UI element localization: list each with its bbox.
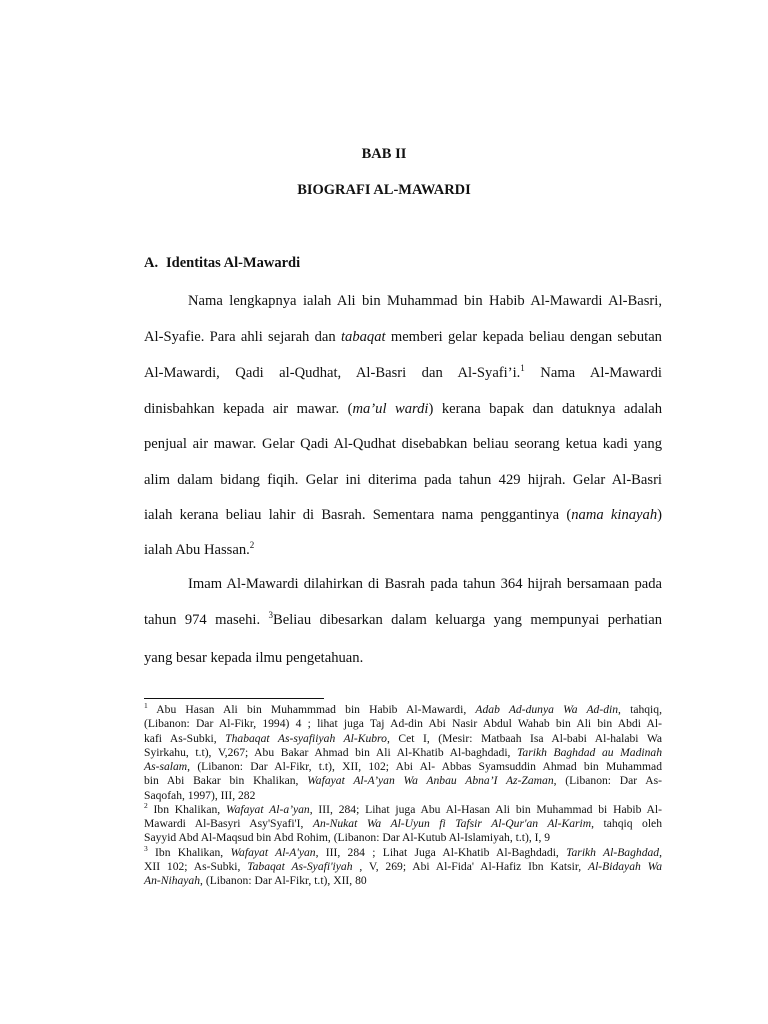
body-line: dinisbahkan kepada air mawar. (ma’ul wardi) kerana bapak dan datuknya adalah	[144, 401, 663, 417]
footnote-ref: 1	[520, 363, 525, 373]
body-line: Nama lengkapnya ialah Ali bin Muhammad bin Habib Al-Mawardi Al-Basri,	[188, 293, 662, 309]
footnote-line: bin Abi Bakar bin Khalikan, Wafayat Al-A’yan Wa Anbau Abna’I Az-Zaman, (Libanon: Dar As-	[144, 774, 662, 787]
body-line: tahun 974 masehi. $^3$Beliau dibesarkan dalam keluarga yang mempunyai perhatian	[144, 610, 662, 628]
section-heading	[144, 255, 300, 272]
footnote-line: As-salam, (Libanon: Dar Al-Fikr, t.t), XII, 102; Abi Al- Abbas Syamsuddin Ahmad bin Muhammad	[144, 760, 662, 773]
body-line: alim dalam bidang fiqih. Gelar ini diterima pada tahun 429 hijrah. Gelar Al-Basri	[144, 472, 662, 488]
section-title: Identitas Al-Mawardi	[166, 255, 301, 271]
body-line: yang besar kepada ilmu pengetahuan.	[144, 650, 364, 666]
footnote-line: An-Nihayah, (Libanon: Dar Al-Fikr, t.t), XII, 80	[144, 874, 367, 887]
chapter-title: BIOGRAFI AL-MAWARDI	[297, 182, 471, 198]
footnote-number: 3	[144, 844, 148, 853]
footnote-line: (Libanon: Dar Al-Fikr, 1994) 4 ; lihat juga Taj Ad-din Abi Nasir Abdul Wahab bin Ali bin Abdi Al-	[144, 717, 662, 730]
body-line: Al-Mawardi, Qadi al-Qudhat, Al-Basri dan Al-Syafi’i.$^1$ Nama Al-Mawardi	[144, 363, 662, 381]
body-line: Al-Syafie. Para ahli sejarah dan tabaqat memberi gelar kepada beliau dengan sebutan	[144, 329, 662, 345]
footnote-separator	[144, 698, 324, 699]
footnote-line: kafi As-Subki, Thabaqat As-syafiiyah Al-Kubro, Cet I, (Mesir: Matbaah Isa Al-babi Al-halabi Wa	[144, 732, 663, 745]
chapter-label: BAB II	[361, 146, 407, 162]
footnote-line: Saqofah, 1997), III, 282	[144, 789, 256, 802]
footnote-ref: 3	[268, 610, 274, 620]
footnote-line: Sayyid Abd Al-Maqsud bin Abd Rohim, (Libanon: Dar Al-Kutub Al-Islamiyah, t.t), I, 9	[144, 831, 551, 844]
footnote-line: $^1$ Abu Hasan Ali bin Muhammmad bin Habib Al-Mawardi, Adab Ad-dunya Wa Ad-din, tahqiq,	[144, 701, 662, 716]
footnote-number: 1	[144, 701, 148, 710]
footnote-number: 2	[144, 801, 148, 810]
footnote-line: $^3$ Ibn Khalikan, Wafayat Al-A'yan, III, 284 ; Lihat Juga Al-Khatib Al-Baghdadi, Tarikh Al-Baghdad,	[144, 844, 662, 859]
section-letter: A.	[144, 255, 159, 271]
footnote-ref: 2	[249, 540, 255, 550]
body-line: ialah Abu Hassan.$^2$	[144, 540, 255, 558]
body-line: ialah kerana beliau lahir di Basrah. Sementara nama penggantinya (nama kinayah)	[144, 507, 663, 523]
footnote-line: Mawardi Al-Basyri Asy'Syafi'I, An-Nukat Wa Al-Uyun fi Tafsir Al-Qur'an Al-Karim, tahqiq oleh	[144, 817, 662, 830]
footnote-line: XII 102; As-Subki, Tabaqat As-Syafi'iyah , V, 269; Abi Al-Fida' Al-Hafiz Ibn Katsir, Al-Bidayah Wa	[144, 860, 663, 873]
body-line: Imam Al-Mawardi dilahirkan di Basrah pada tahun 364 hijrah bersamaan pada	[188, 576, 662, 592]
footnote-line: $^2$ Ibn Khalikan, Wafayat Al-a’yan, III, 284; Lihat juga Abu Al-Hasan Ali bin Muhammad bi Habib Al-	[144, 801, 663, 816]
body-line: penjual air mawar. Gelar Qadi Al-Qudhat disebabkan beliau seorang ketua kadi yang	[144, 436, 662, 452]
footnote-line: Syirkahu, t.t), V,267; Abu Bakar Ahmad bin Ali Al-Khatib Al-baghdadi, Tarikh Baghdad au Madinah	[144, 746, 663, 759]
